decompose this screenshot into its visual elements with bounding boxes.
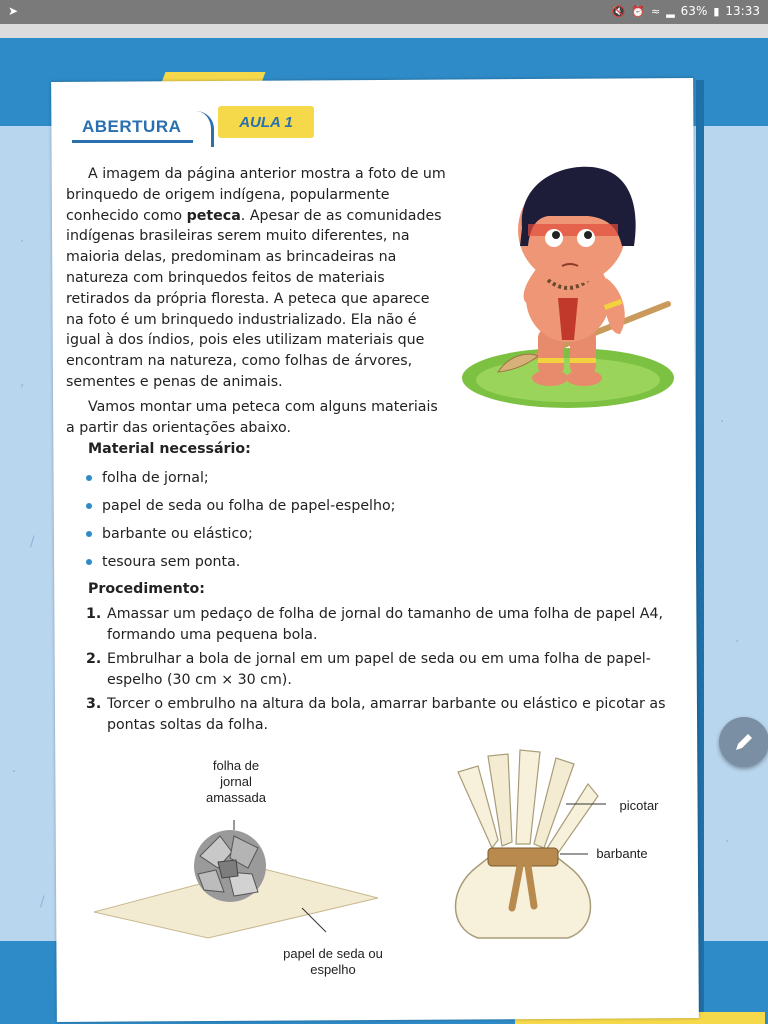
app-top-strip (0, 24, 768, 38)
intro-text (66, 164, 446, 438)
step-item: 2. Embrulhar a bola de jornal em um papel de seda ou em uma folha de papel-espelho (30 cm × 30 cm). (86, 651, 651, 688)
lesson-badge: AULA 1 (218, 106, 314, 138)
step-item: 1. Amassar um pedaço de folha de jornal do tamanho de uma folha de papel A4, formando uma pequena bola. (86, 606, 664, 643)
bullet-icon (86, 475, 92, 481)
svg-text:/: / (40, 894, 45, 910)
materials-list (86, 466, 586, 578)
step-item: 3. Torcer o embrulho na altura da bola, amarrar barbante ou elástico e picotar as pontas soltas da folha. (86, 696, 666, 733)
clock: 13:33 (725, 4, 760, 18)
svg-text:·: · (12, 764, 17, 780)
materials-heading: Material necessário: (88, 441, 251, 457)
list-item: tesoura sem ponta. (86, 550, 586, 578)
procedure-steps (86, 604, 676, 739)
section-label: ABERTURA (72, 113, 193, 143)
battery-icon: ▮ (713, 4, 720, 18)
mute-icon: 🔇 (611, 4, 626, 18)
wifi-icon: ≈ (650, 4, 661, 18)
svg-text:·: · (20, 234, 25, 250)
wrapped-peteca-illustration (448, 748, 608, 948)
status-icons (612, 4, 760, 18)
bullet-icon (86, 503, 92, 509)
list-item: folha de jornal; (86, 466, 586, 494)
battery-percent: 63% (680, 4, 708, 18)
status-bar (0, 0, 768, 24)
label-tissue-paper: papel de seda ou espelho (283, 946, 383, 977)
svg-text:/: / (30, 534, 35, 550)
bullet-icon (86, 559, 92, 565)
list-item: barbante ou elástico; (86, 522, 586, 550)
alarm-icon: ⏰ (631, 4, 645, 18)
crumpled-newspaper-illustration (90, 820, 400, 940)
label-crumpled-newspaper: folha de jornal amassada (206, 758, 266, 805)
svg-text:,: , (20, 374, 25, 390)
list-item: papel de seda ou folha de papel-espelho; (86, 494, 586, 522)
intro-paragraph-2: Vamos montar uma peteca com alguns materiais a partir das orientações abaixo. (66, 398, 438, 436)
label-cut: picotar (619, 798, 659, 813)
indigenous-child-illustration (458, 158, 678, 418)
telegram-icon: ➤ (8, 4, 19, 18)
bullet-icon (86, 531, 92, 537)
svg-text:·: · (725, 834, 730, 850)
svg-text:·: · (720, 414, 725, 430)
keyword-peteca: peteca (186, 207, 241, 224)
label-string: barbante (596, 846, 648, 861)
procedure-heading: Procedimento: (88, 581, 205, 597)
intro-paragraph-1: A imagem da página anterior mostra a foto de um brinquedo de origem indígena, popularmente conhecido como peteca. Apesar de as comunidades indígenas brasileiras serem muito diferentes, na maioria delas, predominam as brincadeiras na natureza com brinquedos feitos de materiais retirados da própria floresta. A peteca que aparece na foto é um brinquedo industrializado. Ela não é igual à dos índios, pois eles utilizam materiais que encontram na natureza, como folhas de árvores, sementes e penas de animais. (66, 166, 446, 390)
svg-text:·: · (735, 634, 740, 650)
annotate-pen-button[interactable] (719, 717, 768, 767)
signal-icon: ▂ (666, 4, 675, 18)
pen-icon (733, 731, 755, 753)
